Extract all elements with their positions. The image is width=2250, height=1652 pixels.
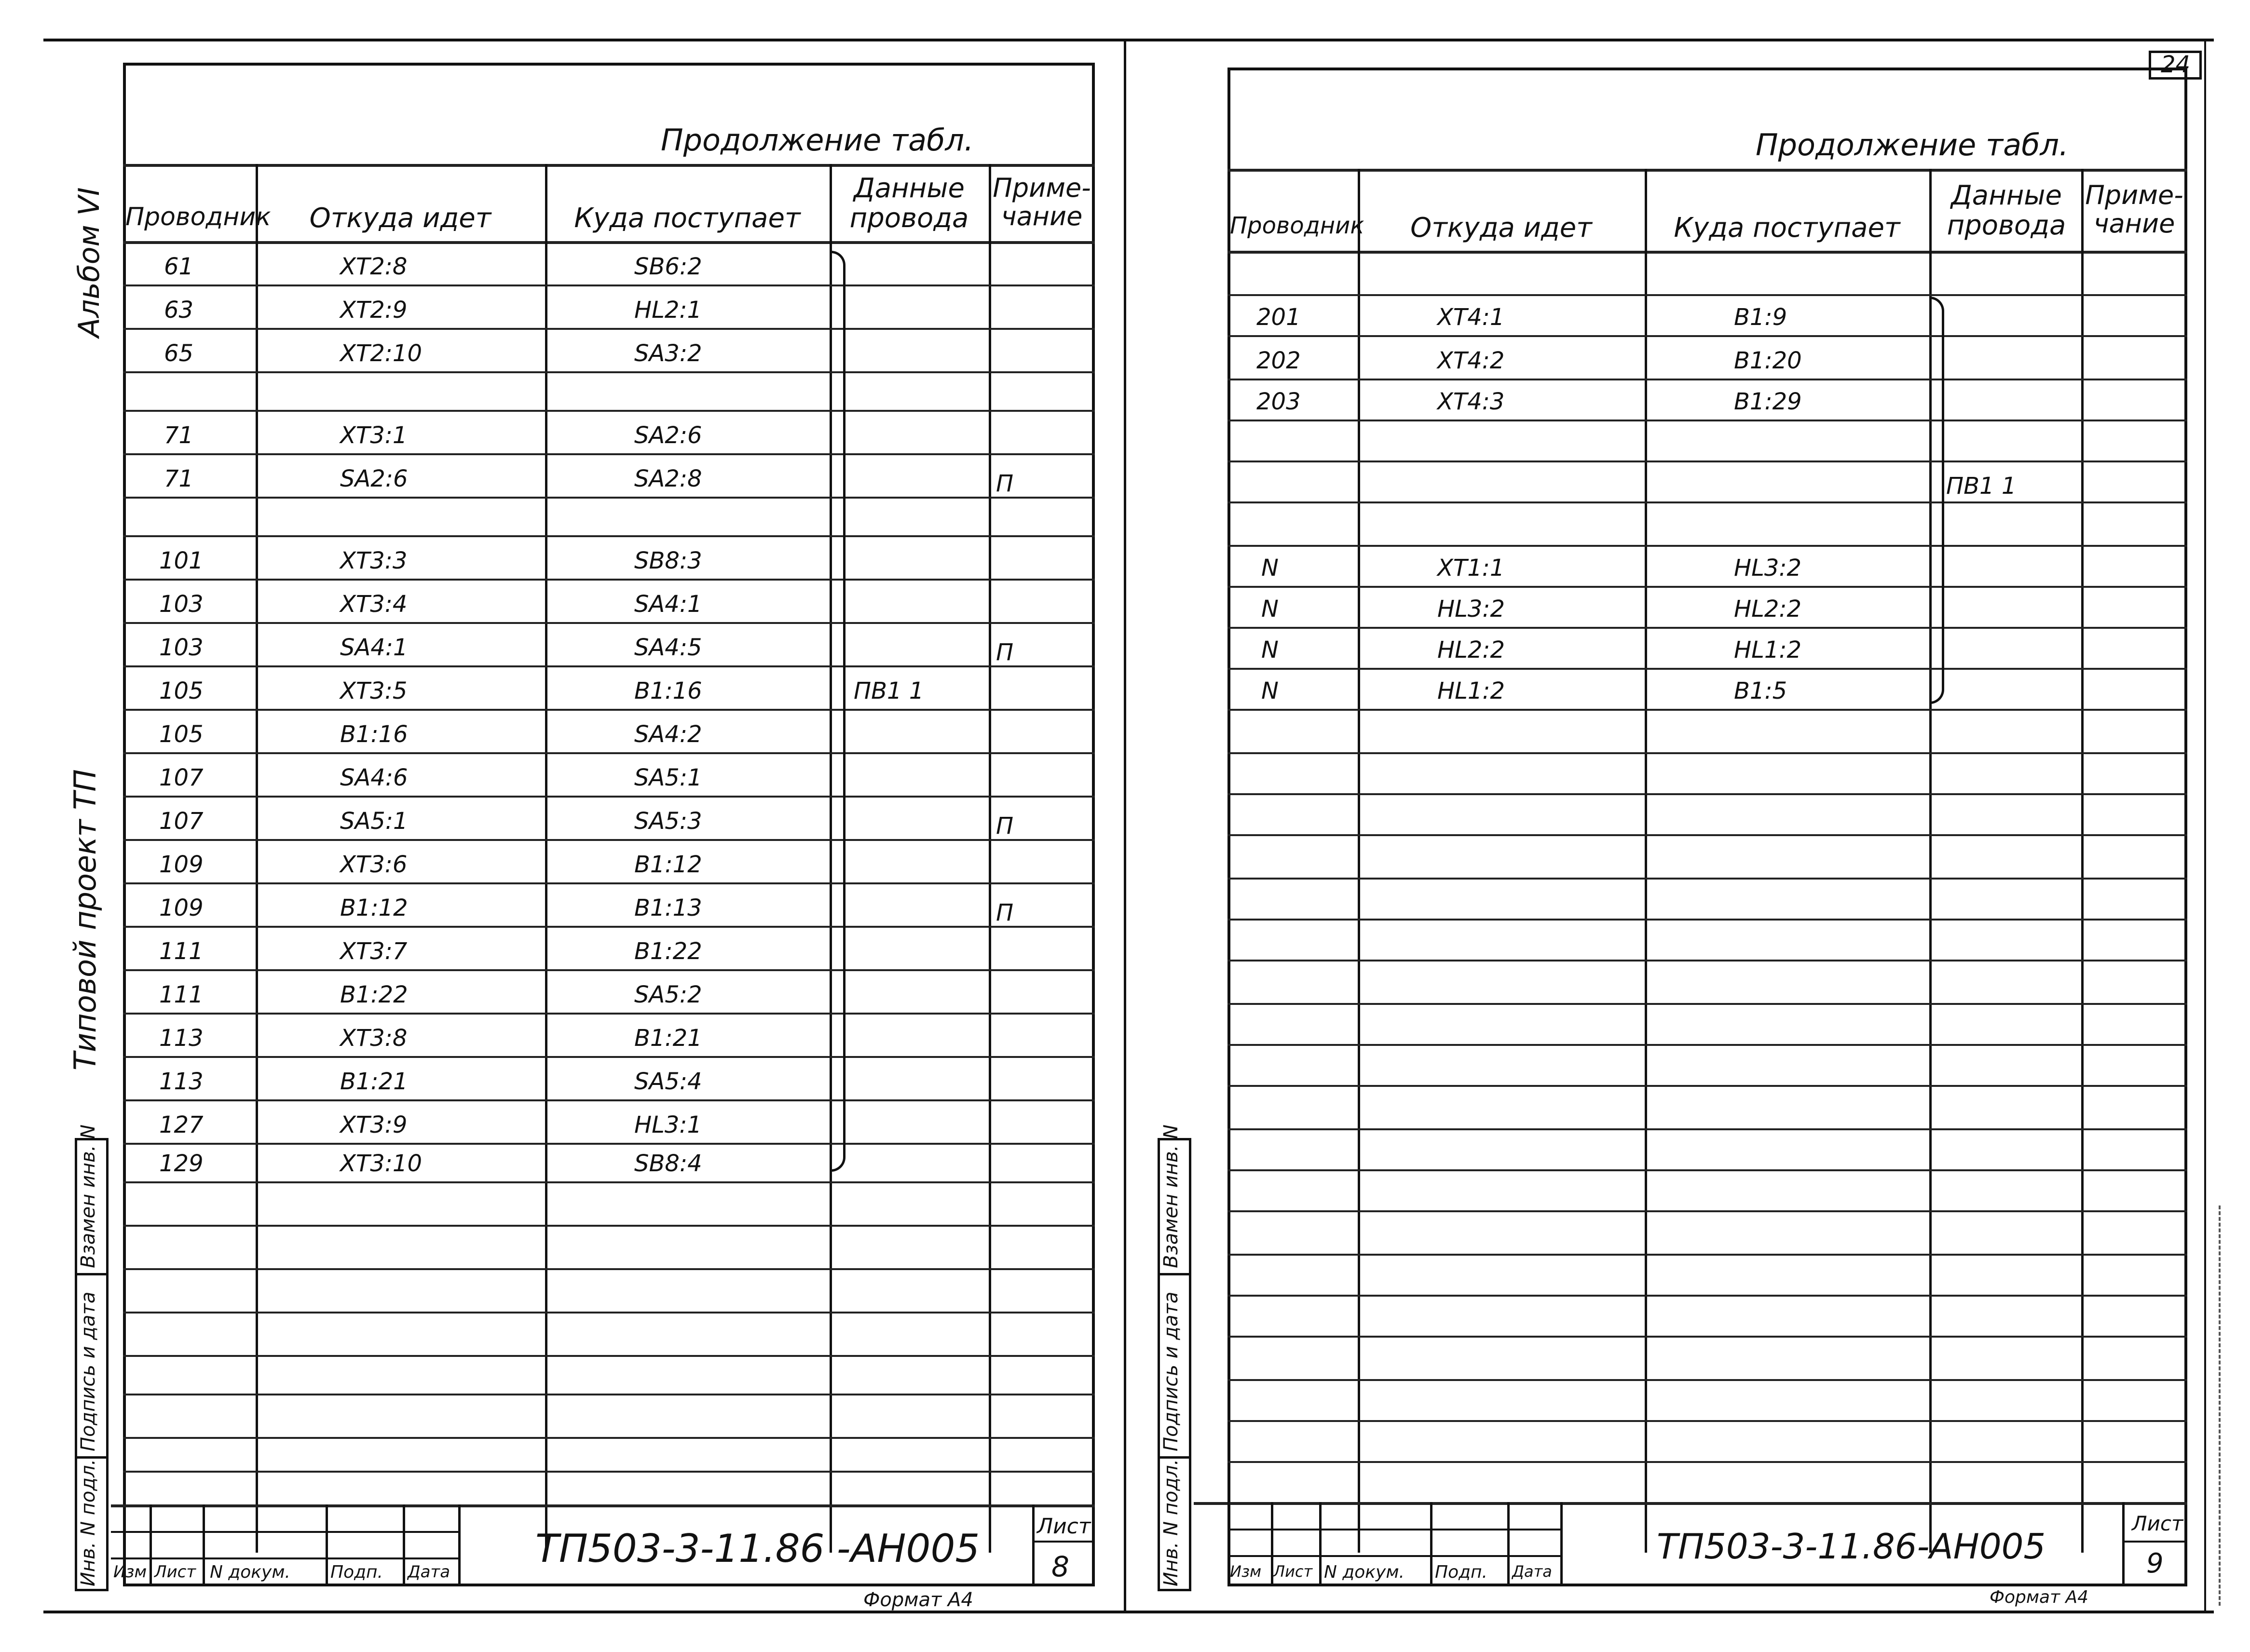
sheet-9-row-line — [1227, 1128, 2187, 1130]
right-dashed-margin — [2219, 1205, 2221, 1606]
cell-from: XT3:3 — [340, 547, 408, 574]
cell-to: SA5:2 — [634, 981, 702, 1008]
album-label: Альбом VI — [72, 187, 106, 338]
cell-to: B1:9 — [1734, 304, 1787, 331]
sheet-8-row-line — [123, 410, 1095, 412]
sheet-9-row-line — [1227, 709, 2187, 711]
cell-from: XT1:1 — [1437, 555, 1505, 582]
cell-conductor: 113 — [159, 1025, 204, 1052]
right-side-stamp-divider-2 — [1158, 1456, 1191, 1459]
sheet-8-row-line — [123, 535, 1095, 537]
sheet-8-row-line — [123, 796, 1095, 798]
sheet-9-row-line — [1227, 379, 2187, 380]
stamp-hline — [1227, 1555, 1560, 1557]
sheet-9-header-from: Откуда идет — [1410, 212, 1592, 244]
sheet-9-row-line — [1227, 1420, 2187, 1422]
sheet-9-row-line — [1227, 1336, 2187, 1338]
cell-conductor: 107 — [159, 764, 204, 791]
cell-conductor: 105 — [159, 677, 204, 704]
sheet-8-header-note: Приме-чание — [993, 173, 1091, 232]
cell-to: SA4:2 — [634, 721, 702, 748]
stamp-col — [403, 1504, 405, 1586]
sheet-8 — [111, 63, 1095, 1611]
cell-conductor: 107 — [159, 808, 204, 835]
cell-to: SB8:4 — [634, 1150, 702, 1177]
stamp-col — [1560, 1502, 1563, 1586]
sheet-8-header-to: Куда поступает — [574, 203, 801, 234]
cell-to: SA2:8 — [634, 465, 702, 492]
sheet-9-col-2 — [1645, 169, 1647, 1553]
cell-to: B1:21 — [634, 1025, 702, 1052]
sheet-8-row-line — [123, 839, 1095, 841]
sheet-9-row-line — [1227, 1003, 2187, 1005]
stamp-col — [1507, 1502, 1510, 1586]
sheet-8-row-line — [123, 1056, 1095, 1058]
sheet-9-wire-brace — [1929, 297, 1944, 704]
cell-to: HL2:2 — [1734, 596, 1802, 623]
cell-from: XT3:4 — [340, 591, 408, 618]
sheet-8-row-line — [123, 709, 1095, 711]
cell-conductor: 109 — [159, 894, 204, 921]
cell-from: XT3:1 — [340, 422, 408, 449]
stamp-col — [150, 1504, 152, 1586]
cell-from: HL1:2 — [1437, 677, 1505, 704]
cell-from: SA2:6 — [340, 465, 408, 492]
sheet-8-row-line — [123, 1471, 1095, 1473]
cell-from: XT4:1 — [1437, 304, 1505, 331]
sheet-8-row-line — [123, 497, 1095, 499]
cell-note: П — [996, 812, 1014, 840]
sheet-8-row-line — [123, 1268, 1095, 1270]
cell-from: XT3:9 — [340, 1111, 408, 1138]
cell-conductor: 65 — [164, 340, 194, 367]
cell-to: HL3:1 — [634, 1111, 702, 1138]
cell-to: B1:22 — [634, 938, 702, 965]
sheet-8-header-from: Откуда идет — [309, 203, 491, 234]
stamp-col — [1032, 1504, 1035, 1586]
cell-to: HL3:2 — [1734, 555, 1802, 582]
cell-to: B1:12 — [634, 851, 702, 878]
sheet-9-row-line — [1227, 586, 2187, 588]
cell-to: B1:13 — [634, 894, 702, 921]
sheet-8-row-line — [123, 284, 1095, 286]
sheet-8-sheet-number: 8 — [1051, 1550, 1069, 1583]
sheet-8-row-line — [123, 328, 1095, 330]
cell-from: B1:12 — [340, 894, 408, 921]
right-side-stamp-divider-1 — [1158, 1273, 1191, 1275]
sheet-8-row-line — [123, 1099, 1095, 1101]
cell-to: SA5:1 — [634, 764, 702, 791]
sheet-8-wire-data: ПВ1 1 — [854, 677, 924, 704]
side-stamp-inv-orig: Инв. N подл. — [77, 1459, 99, 1586]
sheet-9-row-line — [1227, 960, 2187, 961]
stamp-hline — [111, 1531, 458, 1533]
sheet-8-row-line — [123, 1181, 1095, 1183]
side-stamp-divider-2 — [75, 1456, 109, 1459]
cell-from: SA4:6 — [340, 764, 408, 791]
sheet-9-row-line — [1227, 878, 2187, 880]
sheet-8-header-bottom — [123, 241, 1095, 244]
sheet-8-row-line — [123, 622, 1095, 624]
sheet-8-header-conductor: Проводник — [125, 203, 271, 231]
cell-from: XT3:8 — [340, 1025, 408, 1052]
sheet-9-row-line — [1227, 1085, 2187, 1087]
cell-conductor: N — [1261, 677, 1279, 704]
stamp-col — [203, 1504, 205, 1586]
cell-to: HL2:1 — [634, 297, 702, 324]
cell-to: SA5:3 — [634, 808, 702, 835]
cell-to: B1:29 — [1734, 388, 1802, 415]
sheet-9-header-wire-data: Данные провода — [1947, 180, 2066, 241]
cell-conductor: 113 — [159, 1068, 204, 1095]
sheet-9-row-line — [1227, 460, 2187, 462]
cell-note: П — [996, 899, 1014, 926]
sheet-9-header-bottom — [1227, 251, 2187, 254]
sheet-8-header-wire-data: Данные провода — [849, 173, 969, 234]
sheet-8-wire-brace — [830, 251, 845, 1172]
sheet-9-row-line — [1227, 335, 2187, 337]
cell-from: XT3:7 — [340, 938, 408, 965]
stamp-col-label-date: Дата — [408, 1562, 450, 1582]
stamp-col-label-list: Лист — [1273, 1562, 1313, 1581]
side-stamp-signature: Подпись и дата — [77, 1291, 99, 1451]
cell-to: B1:20 — [1734, 347, 1802, 374]
stamp-col — [1430, 1502, 1432, 1586]
sheet-9-format: Формат А4 — [1990, 1587, 2089, 1607]
sheet-9-row-line — [1227, 420, 2187, 421]
stamp-col-label-sign: Подп. — [330, 1562, 383, 1582]
sheet-8-title-block — [111, 1504, 1095, 1586]
side-stamp-divider-1 — [75, 1273, 109, 1275]
cell-conductor: 63 — [164, 297, 194, 324]
sheet-8-document-code: ТП503-3-11.86 -АН005 — [535, 1526, 980, 1571]
cell-conductor: 129 — [159, 1150, 204, 1177]
cell-from: XT3:6 — [340, 851, 408, 878]
stamp-col-label-date: Дата — [1512, 1562, 1552, 1581]
cell-conductor: 103 — [159, 634, 204, 661]
sheet-9-row-line — [1227, 294, 2187, 296]
sheet-9-row-line — [1227, 1169, 2187, 1171]
cell-from: XT2:9 — [340, 297, 408, 324]
cell-from: B1:16 — [340, 721, 408, 748]
sheet-9-sheet-number: 9 — [2146, 1548, 2164, 1579]
sheet-8-format: Формат А4 — [863, 1589, 973, 1611]
cell-conductor: N — [1261, 555, 1279, 582]
sheet-9-header-conductor: Проводник — [1230, 212, 1364, 239]
sheet-9-row-line — [1227, 501, 2187, 503]
sheet-8-row-line — [123, 453, 1095, 455]
sheet-9 — [1194, 68, 2187, 1607]
sheet-9-row-line — [1227, 1379, 2187, 1381]
sheet-8-row-line — [123, 1143, 1095, 1145]
cell-to: HL1:2 — [1734, 636, 1802, 664]
stamp-col-label-sign: Подп. — [1435, 1562, 1487, 1582]
sheet-8-continuation: Продолжение табл. — [661, 122, 974, 158]
cell-conductor: 201 — [1256, 304, 1301, 331]
sheet-9-sheet-label: Лист — [2132, 1512, 2183, 1535]
sheet-9-header-to: Куда поступает — [1674, 212, 1900, 244]
sheet-9-row-line — [1227, 627, 2187, 629]
sheet-9-col-1 — [1358, 169, 1360, 1553]
cell-from: XT4:3 — [1437, 388, 1505, 415]
page-number: 24 — [2161, 51, 2191, 78]
sheet-9-row-line — [1227, 668, 2187, 670]
sheet-9-col-4 — [2081, 169, 2084, 1553]
sheet-8-row-line — [123, 1394, 1095, 1395]
sheet-8-row-line — [123, 579, 1095, 581]
cell-to: SA5:4 — [634, 1068, 702, 1095]
cell-note: П — [996, 639, 1014, 666]
sheet-8-row-line — [123, 752, 1095, 754]
cell-from: XT2:8 — [340, 253, 408, 280]
sheet-8-row-line — [123, 1355, 1095, 1357]
cell-from: XT3:10 — [340, 1150, 422, 1177]
cell-from: HL2:2 — [1437, 636, 1505, 664]
stamp-col-label-izm: Изм — [1230, 1562, 1262, 1581]
cell-from: B1:22 — [340, 981, 408, 1008]
sheet-9-row-line — [1227, 793, 2187, 795]
sheet-9-row-line — [1227, 919, 2187, 921]
cell-from: SA4:1 — [340, 634, 408, 661]
cell-from: XT4:2 — [1437, 347, 1505, 374]
stamp-hline — [1227, 1529, 1560, 1530]
top-rule — [43, 39, 2214, 41]
cell-to: SA3:2 — [634, 340, 702, 367]
sheet-9-continuation: Продолжение табл. — [1756, 127, 2069, 162]
cell-conductor: 71 — [164, 465, 194, 492]
sheet-9-title-block — [1194, 1502, 2187, 1586]
cell-conductor: 111 — [159, 938, 204, 965]
stamp-col — [1319, 1502, 1322, 1586]
sheet-8-row-line — [123, 1225, 1095, 1227]
sheet-9-row-line — [1227, 1254, 2187, 1256]
cell-to: SA2:6 — [634, 422, 702, 449]
cell-from: B1:21 — [340, 1068, 408, 1095]
cell-conductor: 101 — [159, 547, 204, 574]
stamp-col-label-izm: Изм — [113, 1562, 147, 1582]
cell-conductor: 203 — [1256, 388, 1301, 415]
cell-conductor: 109 — [159, 851, 204, 878]
sheet-8-sheet-label: Лист — [1037, 1514, 1091, 1539]
right-side-stamp-signature: Подпись и дата — [1160, 1291, 1182, 1451]
cell-conductor: 127 — [159, 1111, 204, 1138]
sheet-8-header-top — [123, 164, 1095, 167]
sheet-9-row-line — [1227, 1210, 2187, 1212]
stamp-col — [2122, 1502, 2125, 1586]
right-side-stamp-inv-orig: Инв. N подл. — [1160, 1459, 1182, 1586]
sheet-8-row-line — [123, 1312, 1095, 1313]
sheet-9-header-note: Приме-чание — [2085, 180, 2183, 239]
cell-conductor: N — [1261, 636, 1279, 664]
cell-to: SB8:3 — [634, 547, 702, 574]
sheet-9-wire-data: ПВ1 1 — [1946, 473, 2017, 500]
center-fold-line — [1124, 39, 1126, 1613]
sheet-8-row-line — [123, 926, 1095, 928]
sheet-8-row-line — [123, 969, 1095, 971]
cell-conductor: 105 — [159, 721, 204, 748]
cell-conductor: 61 — [164, 253, 194, 280]
stamp-col — [326, 1504, 328, 1586]
sheet-9-row-line — [1227, 1295, 2187, 1297]
sheet-9-row-line — [1227, 1461, 2187, 1463]
cell-from: HL3:2 — [1437, 596, 1505, 623]
right-edge-line — [2204, 39, 2206, 1613]
side-stamp-replaced-inv: Взамен инв. N — [77, 1124, 99, 1268]
cell-conductor: 103 — [159, 591, 204, 618]
stamp-sheet-hline — [1032, 1541, 1095, 1543]
cell-conductor: N — [1261, 596, 1279, 623]
cell-note: П — [996, 470, 1014, 497]
cell-to: B1:5 — [1734, 677, 1787, 704]
cell-from: SA5:1 — [340, 808, 408, 835]
sheet-8-frame — [123, 63, 1095, 1586]
cell-to: SA4:5 — [634, 634, 702, 661]
sheet-8-row-line — [123, 1437, 1095, 1439]
cell-conductor: 202 — [1256, 347, 1301, 374]
sheet-8-row-line — [123, 371, 1095, 373]
cell-to: SA4:1 — [634, 591, 702, 618]
sheet-9-row-line — [1227, 1044, 2187, 1046]
cell-from: XT3:5 — [340, 677, 408, 704]
stamp-col — [458, 1504, 461, 1586]
stamp-col-label-doc: N докум. — [1324, 1562, 1405, 1582]
right-side-stamp-replaced-inv: Взамен инв. N — [1160, 1124, 1182, 1268]
sheet-9-document-code: ТП503-3-11.86-АН005 — [1657, 1526, 2046, 1567]
stamp-hline — [111, 1557, 458, 1559]
sheet-9-row-line — [1227, 834, 2187, 836]
cell-to: SB6:2 — [634, 253, 702, 280]
sheet-9-row-line — [1227, 545, 2187, 547]
sheet-8-row-line — [123, 665, 1095, 667]
sheet-8-row-line — [123, 1013, 1095, 1015]
cell-conductor: 111 — [159, 981, 204, 1008]
sheet-9-row-line — [1227, 752, 2187, 754]
cell-from: XT2:10 — [340, 340, 422, 367]
stamp-col-label-doc: N докум. — [210, 1562, 290, 1582]
sheet-8-row-line — [123, 882, 1095, 884]
cell-to: B1:16 — [634, 677, 702, 704]
bottom-rule — [43, 1611, 2214, 1613]
stamp-sheet-hline — [2122, 1541, 2187, 1543]
cell-conductor: 71 — [164, 422, 194, 449]
stamp-col-label-list: Лист — [154, 1562, 196, 1582]
project-type-label: Типовой проект ТП — [68, 769, 103, 1070]
sheet-9-header-top — [1227, 169, 2187, 172]
